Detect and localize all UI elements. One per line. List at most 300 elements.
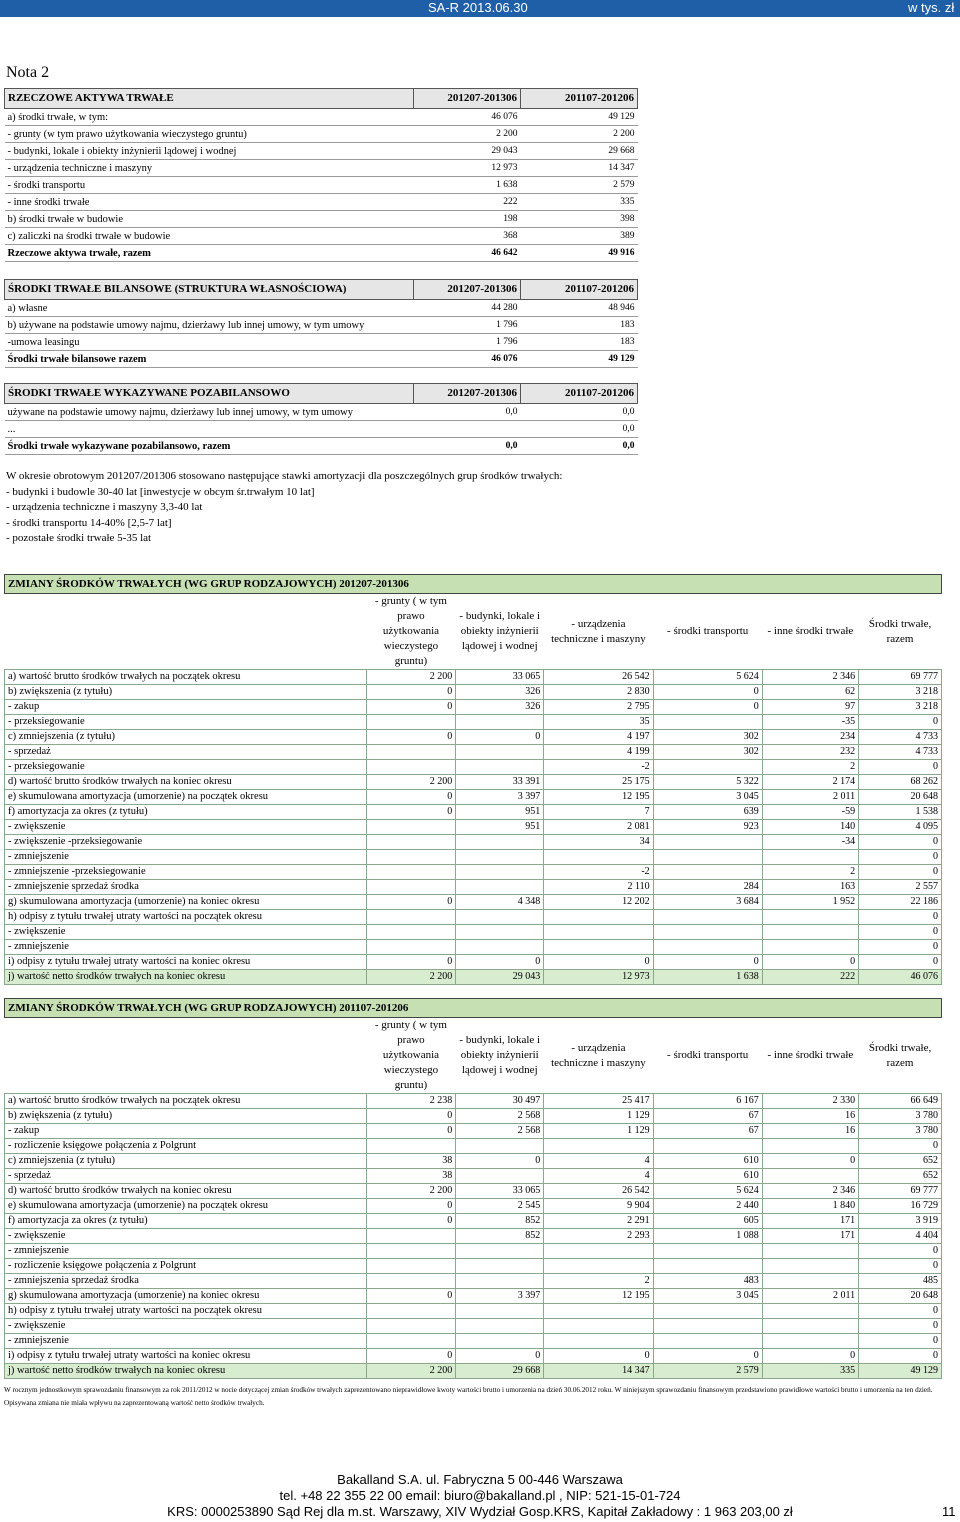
cell-value [456, 1334, 544, 1349]
cell-value: 0 [653, 700, 762, 715]
cell-value: 234 [762, 730, 858, 745]
paragraph-line: - pozostałe środki trwałe 5-35 lat [6, 532, 152, 544]
column-period-previous: 201107-201206 [521, 89, 638, 109]
value-previous: 49 916 [521, 245, 638, 262]
cell-value: 0 [366, 790, 456, 805]
row-label: - zakup [5, 1124, 367, 1139]
cell-value [544, 1244, 653, 1259]
table-row [5, 1184, 942, 1199]
cell-value [456, 925, 544, 940]
value-previous: 2 200 [521, 126, 638, 143]
balance-fixed-assets-table [4, 279, 638, 368]
cell-value: 222 [762, 970, 858, 985]
cell-value: 4 733 [859, 730, 942, 745]
cell-value [366, 940, 456, 955]
row-label: - zakup [5, 700, 367, 715]
cell-value [366, 820, 456, 835]
cell-value: 9 904 [544, 1199, 653, 1214]
cell-value: 49 129 [859, 1364, 942, 1379]
value-previous: 398 [521, 211, 638, 228]
cell-value [366, 1319, 456, 1334]
cell-value: 3 684 [653, 895, 762, 910]
page-number: 11 [942, 1504, 956, 1519]
cell-value: 20 648 [859, 1289, 942, 1304]
cell-value: 284 [653, 880, 762, 895]
cell-value: 16 [762, 1124, 858, 1139]
cell-value: 66 649 [859, 1094, 942, 1109]
cell-value [544, 925, 653, 940]
cell-value [544, 1334, 653, 1349]
value-previous: 49 129 [521, 109, 638, 126]
cell-value [653, 910, 762, 925]
cell-value [456, 850, 544, 865]
cell-value: 30 497 [456, 1094, 544, 1109]
cell-value [762, 1274, 858, 1289]
column-period-current: 201207-201306 [414, 384, 521, 404]
top-header-bar [0, 0, 960, 17]
cell-value: 6 167 [653, 1094, 762, 1109]
cell-value: 3 045 [653, 790, 762, 805]
cell-value [653, 925, 762, 940]
cell-value [456, 760, 544, 775]
row-label: e) skumulowana amortyzacja (umorzenie) na początek okresu [5, 1199, 367, 1214]
column-header-row [5, 1018, 942, 1094]
cell-value: 0 [859, 925, 942, 940]
cell-value [366, 850, 456, 865]
row-label: f) amortyzacja za okres (z tytułu) [5, 1214, 367, 1229]
cell-value [544, 1139, 653, 1154]
row-label: - grunty (w tym prawo użytkowania wieczystego gruntu) [5, 126, 414, 143]
cell-value: 2 011 [762, 790, 858, 805]
cell-value: 0 [653, 1349, 762, 1364]
cell-value: 2 557 [859, 880, 942, 895]
value-previous: 2 579 [521, 177, 638, 194]
cell-value: 2 [544, 1274, 653, 1289]
cell-value: 4 199 [544, 745, 653, 760]
row-label: używane na podstawie umowy najmu, dzierżawy lub innej umowy, w tym umowy [5, 404, 414, 421]
value-previous: 0,0 [521, 438, 638, 455]
cell-value [366, 760, 456, 775]
note-title: Nota 2 [6, 64, 50, 81]
row-label: j) wartość netto środków trwałych na koniec okresu [5, 1364, 367, 1379]
cell-value [366, 1274, 456, 1289]
value-current: 29 043 [414, 143, 521, 160]
cell-value: 0 [859, 1349, 942, 1364]
cell-value: 0 [859, 1139, 942, 1154]
cell-value [762, 1334, 858, 1349]
cell-value: 38 [366, 1154, 456, 1169]
cell-value [366, 1259, 456, 1274]
cell-value [456, 1169, 544, 1184]
cell-value: 605 [653, 1214, 762, 1229]
cell-value: 0 [366, 1109, 456, 1124]
cell-value: 0 [859, 715, 942, 730]
cell-value: 1 538 [859, 805, 942, 820]
row-label: - sprzedaż [5, 745, 367, 760]
cell-value: 2 200 [366, 1364, 456, 1379]
cell-value: -35 [762, 715, 858, 730]
row-label: ... [5, 421, 414, 438]
column-period-current: 201207-201306 [414, 89, 521, 109]
cell-value: 610 [653, 1154, 762, 1169]
cell-value [456, 835, 544, 850]
table-row [5, 895, 942, 910]
table-row [5, 850, 942, 865]
table-row [5, 1124, 942, 1139]
cell-value: 0 [859, 910, 942, 925]
row-label: h) odpisy z tytułu trwałej utraty wartości na początek okresu [5, 910, 367, 925]
cell-value: 67 [653, 1109, 762, 1124]
cell-value: 4 733 [859, 745, 942, 760]
value-previous: 0,0 [521, 404, 638, 421]
cell-value: 62 [762, 685, 858, 700]
table-row [5, 143, 638, 160]
table-row [5, 745, 942, 760]
footnote: W rocznym jednostkowym sprawozdaniu finansowym za rok 2011/2012 w nocie dotyczącej zmian środków trwałych zaprezentowano nieprawidłowe kwoty wartości brutto i umorzenia na dzień 30.06.2012 roku. W niniejszym sprawozdaniu finansowym przedstawiono prawidłowe wartości brutto i umorzenia na ten dzień. Opisywana zmiana nie miała wpływu na zaprezentowaną wartość netto środków trwałych. [4, 1386, 933, 1407]
row-label: Środki trwałe bilansowe razem [5, 351, 414, 368]
row-label: - zmniejszenie [5, 850, 367, 865]
cell-value: 2 545 [456, 1199, 544, 1214]
table-row [5, 228, 638, 245]
cell-value: 0 [366, 1124, 456, 1139]
row-label: i) odpisy z tytułu trwałej utraty wartości na koniec okresu [5, 955, 367, 970]
cell-value [653, 1334, 762, 1349]
cell-value: 2 011 [762, 1289, 858, 1304]
cell-value [366, 865, 456, 880]
table-row [5, 775, 942, 790]
cell-value: 0 [366, 730, 456, 745]
cell-value: 0 [859, 1259, 942, 1274]
cell-value: 4 095 [859, 820, 942, 835]
cell-value: 16 729 [859, 1199, 942, 1214]
cell-value: 140 [762, 820, 858, 835]
cell-value: 2 [762, 865, 858, 880]
value-current: 44 280 [414, 300, 521, 317]
cell-value: 0 [762, 1349, 858, 1364]
cell-value: 1 840 [762, 1199, 858, 1214]
table-row [5, 1304, 942, 1319]
row-label: h) odpisy z tytułu trwałej utraty wartości na początek okresu [5, 1304, 367, 1319]
table-row [5, 955, 942, 970]
cell-value [366, 1229, 456, 1244]
cell-value [366, 715, 456, 730]
cell-value [544, 1319, 653, 1334]
cell-value: 3 780 [859, 1124, 942, 1139]
cell-value [366, 835, 456, 850]
cell-value [366, 925, 456, 940]
cell-value: 2 346 [762, 670, 858, 685]
column-header: Środki trwałe, razem [868, 617, 932, 645]
cell-value: 25 175 [544, 775, 653, 790]
section-header-row [5, 280, 638, 300]
table-row [5, 317, 638, 334]
row-label: -umowa leasingu [5, 334, 414, 351]
report-id: SA-R 2013.06.30 [428, 0, 528, 15]
row-label: - zwiększenie -przeksiegowanie [5, 835, 367, 850]
cell-value: 2 293 [544, 1229, 653, 1244]
table-row [5, 700, 942, 715]
cell-value: 652 [859, 1154, 942, 1169]
cell-value: 0 [859, 940, 942, 955]
tangible-assets-table [4, 88, 638, 262]
cell-value: 3 218 [859, 700, 942, 715]
row-label: - zmniejszenie -przeksiegowanie [5, 865, 367, 880]
unit-label: w tys. zł [908, 0, 955, 15]
value-current: 368 [414, 228, 521, 245]
cell-value [544, 1259, 653, 1274]
table-row [5, 126, 638, 143]
cell-value [456, 1244, 544, 1259]
table-row [5, 1229, 942, 1244]
row-label: - rozliczenie księgowe połączenia z Polgrunt [5, 1139, 367, 1154]
value-previous: 389 [521, 228, 638, 245]
cell-value: 0 [366, 895, 456, 910]
table-row [5, 1169, 942, 1184]
section-header-row [5, 89, 638, 109]
column-header: - grunty ( w tym prawo użytkowania wieczystego gruntu) [374, 1019, 447, 1091]
table-row [5, 177, 638, 194]
cell-value: 951 [456, 805, 544, 820]
row-label: - zmniejszenie sprzedaż środka [5, 880, 367, 895]
cell-value: 2 568 [456, 1124, 544, 1139]
cell-value: 0 [366, 700, 456, 715]
table-row [5, 925, 942, 940]
row-label: - przeksiegowanie [5, 715, 367, 730]
value-previous: 0,0 [521, 421, 638, 438]
table-title: ZMIANY ŚRODKÓW TRWAŁYCH (WG GRUP RODZAJOWYCH) 201207-201306 [5, 575, 942, 594]
cell-value: 4 348 [456, 895, 544, 910]
value-previous: 29 668 [521, 143, 638, 160]
value-current: 1 796 [414, 317, 521, 334]
cell-value [456, 865, 544, 880]
cell-value: 0 [859, 955, 942, 970]
cell-value: 22 186 [859, 895, 942, 910]
cell-value: 0 [859, 1319, 942, 1334]
cell-value: 2 346 [762, 1184, 858, 1199]
table-row [5, 970, 942, 985]
cell-value: 0 [859, 1304, 942, 1319]
cell-value: 4 404 [859, 1229, 942, 1244]
cell-value [544, 940, 653, 955]
cell-value [544, 850, 653, 865]
cell-value: 163 [762, 880, 858, 895]
cell-value: 38 [366, 1169, 456, 1184]
row-label: - zmniejszenie [5, 940, 367, 955]
cell-value: 3 919 [859, 1214, 942, 1229]
cell-value: 0 [366, 805, 456, 820]
table-row [5, 1154, 942, 1169]
cell-value: 4 [544, 1154, 653, 1169]
table-row [5, 1364, 942, 1379]
table-row [5, 715, 942, 730]
column-header: - środki transportu [667, 625, 749, 637]
cell-value: 0 [859, 865, 942, 880]
cell-value: 14 347 [544, 1364, 653, 1379]
row-label: - inne środki trwałe [5, 194, 414, 211]
table-row [5, 865, 942, 880]
cell-value: 97 [762, 700, 858, 715]
cell-value [366, 1304, 456, 1319]
table-row [5, 1199, 942, 1214]
section-title: ŚRODKI TRWAŁE BILANSOWE (STRUKTURA WŁASNOŚCIOWA) [5, 280, 414, 300]
cell-value [762, 1304, 858, 1319]
cell-value [762, 1319, 858, 1334]
cell-value: 29 043 [456, 970, 544, 985]
cell-value [366, 1244, 456, 1259]
cell-value: 29 668 [456, 1364, 544, 1379]
header-spacer [5, 1018, 367, 1094]
cell-value [366, 880, 456, 895]
cell-value [762, 1169, 858, 1184]
cell-value: 0 [859, 850, 942, 865]
cell-value: 69 777 [859, 670, 942, 685]
cell-value: 2 330 [762, 1094, 858, 1109]
row-label: g) skumulowana amortyzacja (umorzenie) na koniec okresu [5, 1289, 367, 1304]
cell-value [653, 715, 762, 730]
cell-value: 33 065 [456, 1184, 544, 1199]
column-header: - środki transportu [667, 1049, 749, 1061]
cell-value: -34 [762, 835, 858, 850]
cell-value: 0 [456, 955, 544, 970]
cell-value: 652 [859, 1169, 942, 1184]
cell-value: 5 624 [653, 1184, 762, 1199]
table-row [5, 685, 942, 700]
column-header: - urządzenia techniczne i maszyny [551, 1041, 646, 1069]
cell-value [456, 1259, 544, 1274]
value-previous: 14 347 [521, 160, 638, 177]
column-period-previous: 201107-201206 [521, 384, 638, 404]
cell-value: 0 [762, 955, 858, 970]
value-current: 12 973 [414, 160, 521, 177]
cell-value [762, 925, 858, 940]
value-previous: 183 [521, 334, 638, 351]
row-label: i) odpisy z tytułu trwałej utraty wartości na koniec okresu [5, 1349, 367, 1364]
row-label: a) wartość brutto środków trwałych na początek okresu [5, 1094, 367, 1109]
row-label: - zmniejszenie [5, 1334, 367, 1349]
table-row [5, 910, 942, 925]
table-row [5, 245, 638, 262]
row-label: - budynki, lokale i obiekty inżynierii lądowej i wodnej [5, 143, 414, 160]
table-row [5, 805, 942, 820]
cell-value: 302 [653, 730, 762, 745]
cell-value [456, 940, 544, 955]
depreciation-rates-paragraph [6, 469, 906, 547]
row-label: Środki trwałe wykazywane pozabilansowo, razem [5, 438, 414, 455]
row-label: - zwiększenie [5, 925, 367, 940]
value-previous: 48 946 [521, 300, 638, 317]
cell-value: 12 195 [544, 1289, 653, 1304]
cell-value: 852 [456, 1229, 544, 1244]
cell-value: 33 065 [456, 670, 544, 685]
cell-value: 0 [366, 1214, 456, 1229]
cell-value: 2 174 [762, 775, 858, 790]
value-current: 46 076 [414, 109, 521, 126]
cell-value [456, 1319, 544, 1334]
row-label: Rzeczowe aktywa trwałe, razem [5, 245, 414, 262]
column-header: - budynki, lokale i obiekty inżynierii lądowej i wodnej [459, 610, 541, 652]
cell-value [653, 1319, 762, 1334]
cell-value: 0 [366, 1289, 456, 1304]
table-row [5, 880, 942, 895]
cell-value: 171 [762, 1214, 858, 1229]
changes-table-2011-2012 [4, 998, 942, 1379]
cell-value: 0 [366, 1349, 456, 1364]
cell-value: 33 391 [456, 775, 544, 790]
cell-value [762, 1259, 858, 1274]
column-header: - inne środki trwałe [767, 1049, 854, 1061]
row-label: c) zmniejszenia (z tytułu) [5, 1154, 367, 1169]
cell-value: 68 262 [859, 775, 942, 790]
cell-value: 0 [366, 1199, 456, 1214]
table-row [5, 940, 942, 955]
cell-value: 3 780 [859, 1109, 942, 1124]
row-label: c) zmniejszenia (z tytułu) [5, 730, 367, 745]
cell-value: -59 [762, 805, 858, 820]
row-label: - zwiększenie [5, 1319, 367, 1334]
cell-value: 0 [859, 760, 942, 775]
cell-value [544, 910, 653, 925]
cell-value [653, 1259, 762, 1274]
cell-value: 951 [456, 820, 544, 835]
cell-value [456, 745, 544, 760]
cell-value [762, 940, 858, 955]
value-current: 1 796 [414, 334, 521, 351]
cell-value: 0 [456, 730, 544, 745]
cell-value: 2 200 [366, 775, 456, 790]
cell-value: 171 [762, 1229, 858, 1244]
paragraph-line: W okresie obrotowym 201207/201306 stosowano następujące stawki amortyzacji dla poszczególnych grup środków trwałych: [6, 470, 563, 482]
cell-value: 2 830 [544, 685, 653, 700]
cell-value [653, 940, 762, 955]
cell-value: 1 952 [762, 895, 858, 910]
cell-value: 2 200 [366, 670, 456, 685]
column-header: - urządzenia techniczne i maszyny [551, 617, 646, 645]
value-current: 198 [414, 211, 521, 228]
value-previous: 183 [521, 317, 638, 334]
cell-value: 302 [653, 745, 762, 760]
row-label: - przeksiegowanie [5, 760, 367, 775]
table-row [5, 1244, 942, 1259]
column-header: - grunty ( w tym prawo użytkowania wieczystego gruntu) [374, 595, 447, 667]
table-row [5, 109, 638, 126]
cell-value: 2 081 [544, 820, 653, 835]
cell-value [653, 1139, 762, 1154]
row-label: - rozliczenie księgowe połączenia z Polgrunt [5, 1259, 367, 1274]
cell-value: 2 440 [653, 1199, 762, 1214]
cell-value: 5 624 [653, 670, 762, 685]
row-label: d) wartość brutto środków trwałych na koniec okresu [5, 1184, 367, 1199]
cell-value: 1 088 [653, 1229, 762, 1244]
cell-value: 4 [544, 1169, 653, 1184]
cell-value: 16 [762, 1109, 858, 1124]
cell-value: 12 973 [544, 970, 653, 985]
table-row [5, 1319, 942, 1334]
table-row [5, 760, 942, 775]
cell-value: -2 [544, 865, 653, 880]
row-label: - zwiększenie [5, 820, 367, 835]
row-label: e) skumulowana amortyzacja (umorzenie) na początek okresu [5, 790, 367, 805]
cell-value: 26 542 [544, 670, 653, 685]
cell-value: 0 [544, 955, 653, 970]
value-previous: 335 [521, 194, 638, 211]
paragraph-line: - środki transportu 14-40% [2,5-7 lat] [6, 516, 172, 529]
section-header-row [5, 384, 638, 404]
table-row [5, 194, 638, 211]
cell-value: 2 795 [544, 700, 653, 715]
value-current: 222 [414, 194, 521, 211]
cell-value [653, 865, 762, 880]
paragraph-line: - urządzenia techniczne i maszyny 3,3-40 lat [6, 501, 203, 513]
